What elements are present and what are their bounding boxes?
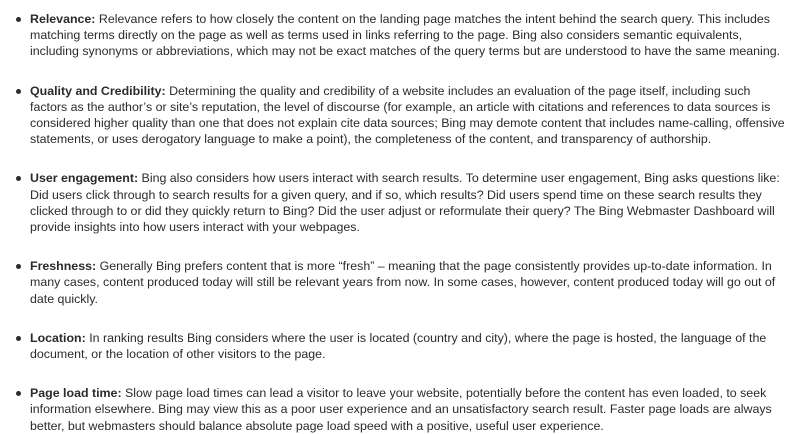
term-user-engagement: User engagement: xyxy=(30,171,139,186)
list-item-quality-credibility xyxy=(30,83,786,148)
description-page-load-time: Slow page load times can lead a visitor to leave your website, potentially before the content has even loaded, to seek information elsewhere. Bing may view this as a poor user experience and an unsatisfactory search result. Faster page loads are always better, but webmasters should balance absolute page load speed with a positive, useful user experience. xyxy=(30,386,772,433)
description-location: In ranking results Bing considers where the user is located (country and city), where the page is hosted, the language of the document, or the location of other visitors to the page. xyxy=(30,330,767,362)
list-item-freshness xyxy=(30,258,786,307)
ranking-factors-list xyxy=(0,11,786,434)
term-freshness: Freshness: xyxy=(30,259,97,274)
description-freshness: Generally Bing prefers content that is more “fresh” – meaning that the page consistently provides up-to-date information. In many cases, content produced today will still be relevant years from now. In some cases, however, content produced today will go out of date quickly. xyxy=(30,259,776,306)
list-item-location xyxy=(30,330,786,362)
term-location: Location: xyxy=(30,330,86,345)
list-item-user-engagement xyxy=(30,170,786,235)
list-item-relevance xyxy=(30,11,786,60)
description-user-engagement: Bing also considers how users interact with search results. To determine user engagement, Bing asks questions like: Did users click through to search results for a given query, and if so, which results? Did users spend time on these search results they clicked through to or did they quickly return to Bing? Did the user adjust or reformulate their query? The Bing Webmaster Dashboard will provide insights into how users interact with your webpages. xyxy=(30,171,780,235)
description-quality-credibility: Determining the quality and credibility of a website includes an evaluation of the page itself, including such factors as the author’s or site’s reputation, the level of discourse (for example, an article with citations and references to data sources is considered higher quality than one that does not explain cite data sources; Bing may demote content that includes name-calling, offensive statements, or uses derogatory language to make a point), the completeness of the content, and transparency of authorship. xyxy=(30,83,785,147)
list-item-page-load-time xyxy=(30,385,786,434)
description-relevance: Relevance refers to how closely the content on the landing page matches the intent behind the search query. This includes matching terms directly on the page as well as terms used in links referring to the page. Bing also considers semantic equivalents, including synonyms or abbreviations, which may not be exact matches of the query terms but are understood to have the same meaning. xyxy=(30,12,781,59)
term-quality-credibility: Quality and Credibility: xyxy=(30,83,166,98)
term-page-load-time: Page load time: xyxy=(30,386,122,401)
term-relevance: Relevance: xyxy=(30,12,96,26)
